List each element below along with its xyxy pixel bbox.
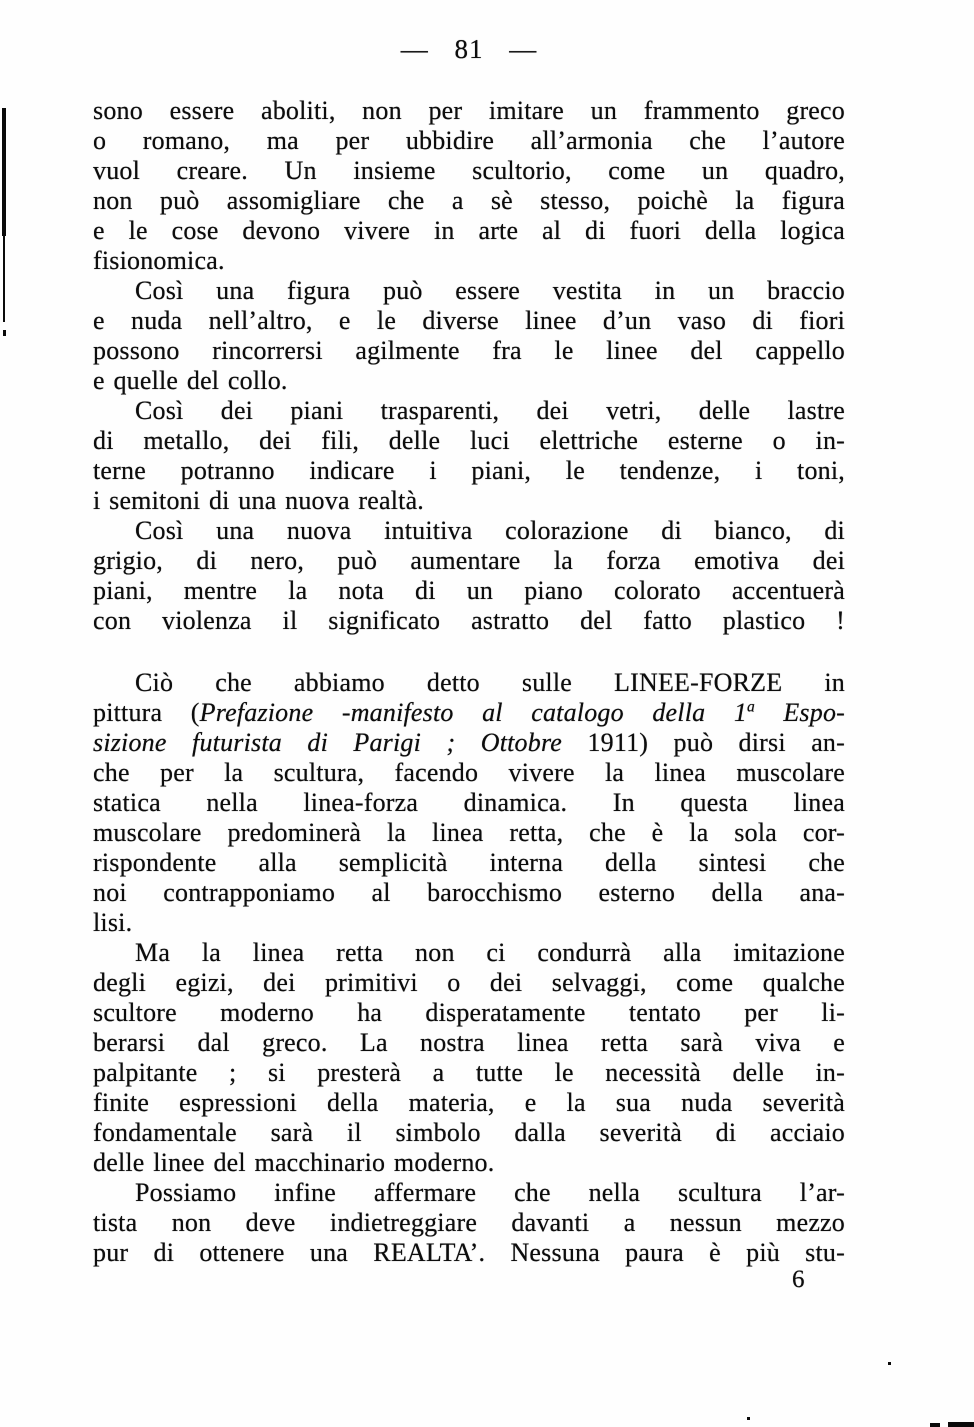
text-line — [93, 878, 845, 908]
text-segment: terne potranno indicare i piani, le tendenze, i toni, — [93, 456, 845, 485]
text-segment: piani, mentre la nota di un piano colorato accentuerà — [93, 576, 845, 605]
text-segment: lisi. — [93, 908, 133, 937]
text-segment: di metallo, dei fili, delle luci elettriche esterne o in- — [93, 426, 845, 455]
paragraph — [93, 396, 845, 516]
text-segment: muscolare predominerà la linea retta, che è la sola cor- — [93, 818, 845, 847]
scan-artifact-left-line — [3, 236, 5, 322]
text-segment: Possiamo infine affermare che nella scultura l’ar- — [135, 1178, 845, 1207]
text-line — [93, 216, 845, 246]
text-line — [93, 848, 845, 878]
text-line — [93, 1058, 845, 1088]
italic-text-segment: Prefazione -manifesto al catalogo della 1 — [199, 698, 748, 727]
text-segment: grigio, di nero, può aumentare la forza emotiva dei — [93, 546, 845, 575]
text-line — [93, 546, 845, 576]
text-line — [93, 486, 845, 516]
paragraph — [93, 516, 845, 636]
text-line — [93, 336, 845, 366]
text-segment: fondamentale sarà il simbolo dalla severità di acciaio — [93, 1118, 845, 1147]
italic-text-segment: sizione futurista di Parigi ; Ottobre — [93, 728, 563, 757]
text-segment: fisionomica. — [93, 246, 225, 275]
text-segment: i semitoni di una nuova realtà. — [93, 486, 425, 515]
text-line — [93, 908, 845, 938]
text-segment: possono rincorrersi agilmente fra le linee del cappello — [93, 336, 845, 365]
text-line — [93, 1028, 845, 1058]
scan-artifact-corner-mark — [930, 1423, 940, 1427]
scan-artifact-speck — [747, 1417, 750, 1420]
text-segment: o romano, ma per ubbidire all’armonia che l’autore — [93, 126, 845, 155]
text-line — [93, 246, 845, 276]
paragraph — [93, 938, 845, 1178]
scan-artifact-corner-mark — [948, 1422, 974, 1427]
text-line — [93, 576, 845, 606]
text-segment: e le cose devono vivere in arte al di fuori della logica — [93, 216, 845, 245]
text-line — [93, 426, 845, 456]
paragraph — [93, 276, 845, 396]
text-segment: non può assomigliare che a sè stesso, poichè la figura — [93, 186, 845, 215]
text-segment: che per la scultura, facendo vivere la linea muscolare — [93, 758, 845, 787]
text-line — [93, 366, 845, 396]
text-line — [93, 758, 845, 788]
text-segment: e quelle del collo. — [93, 366, 288, 395]
text-segment: sono essere aboliti, non per imitare un frammento greco — [93, 96, 845, 125]
scan-artifact-speck — [888, 1362, 891, 1365]
text-line — [93, 1238, 845, 1268]
text-line — [93, 818, 845, 848]
text-line — [93, 998, 845, 1028]
text-segment: Ciò che abbiamo detto sulle LINEE-FORZE in — [135, 668, 845, 697]
text-segment: Così una nuova intuitiva colorazione di bianco, di — [135, 516, 845, 545]
text-line — [93, 126, 845, 156]
text-line — [93, 156, 845, 186]
text-segment: pittura ( — [93, 698, 200, 727]
text-line — [93, 516, 845, 546]
text-line — [93, 1148, 845, 1178]
text-segment: pur di ottenere una REALTA’. Nessuna paura è più stu- — [93, 1238, 845, 1267]
scan-artifact-left-line — [2, 108, 6, 236]
text-segment: Così dei piani trasparenti, dei vetri, delle lastre — [135, 396, 845, 425]
italic-text-segment: Espo- — [754, 698, 846, 727]
text-segment: tista non deve indietreggiare davanti a nessun mezzo — [93, 1208, 845, 1237]
text-line — [93, 698, 845, 728]
text-line — [93, 788, 845, 818]
page-number-header: — 81 — — [400, 34, 538, 64]
text-line — [93, 606, 845, 636]
italic-text-segment — [747, 698, 755, 727]
text-segment: finite espressioni della materia, e la sua nuda severità — [93, 1088, 845, 1117]
paragraph — [93, 668, 845, 938]
text-line — [93, 1118, 845, 1148]
text-segment: berarsi dal greco. La nostra linea retta sarà viva e — [93, 1028, 845, 1057]
text-segment: con violenza il significato astratto del fatto plastico ! — [93, 606, 845, 635]
text-line — [93, 1088, 845, 1118]
text-block — [93, 96, 845, 1268]
text-segment: e nuda nell’altro, e le diverse linee d’un vaso di fiori — [93, 306, 845, 335]
paragraph — [93, 96, 845, 276]
text-line — [93, 306, 845, 336]
text-segment: 1911) può dirsi an- — [562, 728, 845, 757]
superscript-text: a — [747, 698, 755, 716]
text-line — [93, 968, 845, 998]
text-segment: rispondente alla semplicità interna della sintesi che — [93, 848, 845, 877]
text-line — [93, 1208, 845, 1238]
signature-number: 6 — [792, 1266, 805, 1293]
text-line — [93, 456, 845, 486]
text-line — [93, 728, 845, 758]
text-segment: scultore moderno ha disperatamente tentato per li- — [93, 998, 845, 1027]
text-segment: Ma la linea retta non ci condurrà alla imitazione — [135, 938, 845, 967]
text-line — [93, 668, 845, 698]
text-segment: noi contrapponiamo al barocchismo esterno della ana- — [93, 878, 845, 907]
text-segment: delle linee del macchinario moderno. — [93, 1148, 495, 1177]
text-line — [93, 186, 845, 216]
text-segment: Così una figura può essere vestita in un braccio — [135, 276, 845, 305]
text-segment: degli egizi, dei primitivi o dei selvaggi, come qualche — [93, 968, 845, 997]
text-segment: statica nella linea-forza dinamica. In questa linea — [93, 788, 845, 817]
text-segment: vuol creare. Un insieme scultorio, come un quadro, — [93, 156, 845, 185]
text-line — [93, 938, 845, 968]
paragraph — [93, 1178, 845, 1268]
text-line — [93, 396, 845, 426]
text-line — [93, 276, 845, 306]
text-line — [93, 1178, 845, 1208]
text-line — [93, 96, 845, 126]
scan-artifact-speck — [3, 330, 6, 336]
text-segment: palpitante ; si presterà a tutte le necessità delle in- — [93, 1058, 845, 1087]
